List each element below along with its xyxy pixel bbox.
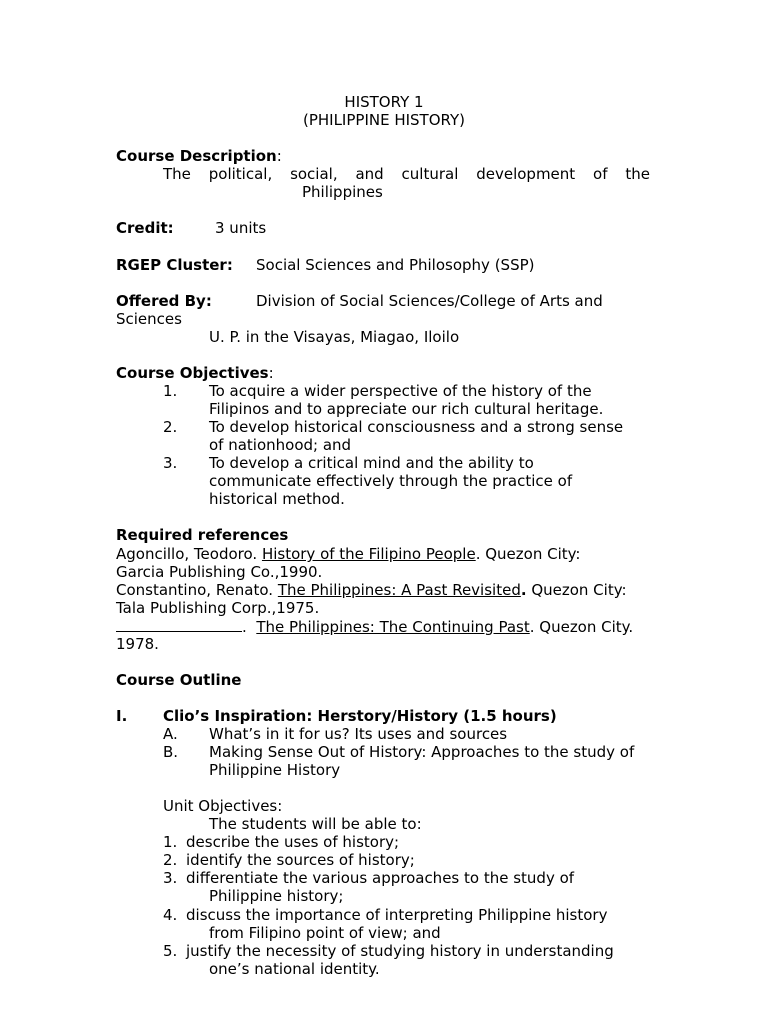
course-description-heading: [116, 147, 282, 165]
credit-value: 3 units: [215, 219, 267, 237]
page-title: HISTORY 1: [344, 93, 424, 111]
reference-publisher: . Quezon City.: [529, 618, 634, 636]
subitem-letter: A.: [163, 725, 178, 743]
unit-number: I.: [116, 707, 128, 725]
desc-word: of: [593, 165, 608, 183]
reference-entry: [116, 581, 627, 599]
objective-text: of nationhood; and: [209, 436, 352, 454]
unit-objective-text: justify the necessity of studying history in understanding: [186, 942, 614, 960]
unit-objective-number: 5.: [163, 942, 178, 960]
unit-objective-number: 2.: [163, 851, 178, 869]
reference-publisher: . Quezon City:: [475, 545, 581, 563]
objective-text: historical method.: [209, 490, 345, 508]
reference-entry: [116, 617, 633, 636]
offered-by-value-cont: Sciences: [116, 310, 182, 328]
subitem-text: Philippine History: [209, 761, 341, 779]
objective-text: To develop a critical mind and the ability to: [209, 454, 534, 472]
offered-by-label: Offered By:: [116, 292, 212, 310]
reference-separator: .: [242, 618, 257, 636]
unit-objective-number: 1.: [163, 833, 178, 851]
desc-word: cultural: [401, 165, 459, 183]
unit-title: Clio’s Inspiration: Herstory/History (1.5 hours): [163, 707, 557, 725]
unit-objective-number: 4.: [163, 906, 178, 924]
course-outline-heading: Course Outline: [116, 671, 242, 689]
unit-objective-text: Philippine history;: [209, 887, 344, 905]
unit-objective-number: 3.: [163, 869, 178, 887]
unit-objective-text: discuss the importance of interpreting Philippine history: [186, 906, 608, 924]
objective-text: To acquire a wider perspective of the history of the: [209, 382, 592, 400]
unit-objective-text: from Filipino point of view; and: [209, 924, 441, 942]
course-description-line2: Philippines: [302, 183, 383, 201]
reference-entry: [116, 545, 580, 563]
desc-word: the: [625, 165, 650, 183]
unit-objective-text: identify the sources of history;: [186, 851, 415, 869]
objective-text: To develop historical consciousness and a strong sense: [209, 418, 624, 436]
students-line: The students will be able to:: [209, 815, 422, 833]
reference-author: Constantino, Renato.: [116, 581, 278, 599]
objective-text: communicate effectively through the practice of: [209, 472, 573, 490]
page-subtitle: (PHILIPPINE HISTORY): [302, 111, 466, 129]
course-description-label: Course Description: [116, 147, 277, 165]
unit-objectives-label: Unit Objectives:: [163, 797, 283, 815]
author-blank-line: [116, 617, 242, 632]
desc-word: and: [355, 165, 384, 183]
subitem-text: Making Sense Out of History: Approaches to the study of: [209, 743, 635, 761]
reference-title: The Philippines: The Continuing Past: [256, 618, 530, 636]
rgep-value: Social Sciences and Philosophy (SSP): [256, 256, 535, 274]
reference-entry-cont: Garcia Publishing Co.,1990.: [116, 563, 323, 581]
reference-entry-cont: 1978.: [116, 635, 159, 653]
reference-title: The Philippines: A Past Revisited: [277, 581, 521, 599]
reference-author: Agoncillo, Teodoro.: [116, 545, 262, 563]
desc-word: political,: [208, 165, 273, 183]
course-objectives-colon: :: [268, 364, 274, 382]
credit-label: Credit:: [116, 219, 174, 237]
desc-word: The: [163, 165, 191, 183]
unit-objective-text: differentiate the various approaches to the study of: [186, 869, 575, 887]
reference-publisher: Quezon City:: [526, 581, 627, 599]
desc-word: social,: [290, 165, 338, 183]
course-objectives-heading: [116, 364, 274, 382]
course-objectives-label: Course Objectives: [116, 364, 269, 382]
reference-entry-cont: Tala Publishing Corp.,1975.: [116, 599, 320, 617]
offered-by-value: Division of Social Sciences/College of Arts and: [256, 292, 603, 310]
offered-by-campus: U. P. in the Visayas, Miagao, Iloilo: [209, 328, 460, 346]
objective-number: 3.: [163, 454, 178, 472]
unit-objective-text: describe the uses of history;: [186, 833, 400, 851]
subitem-text: What’s in it for us? Its uses and sources: [209, 725, 508, 743]
course-description-line1: [163, 165, 650, 183]
course-description-colon: :: [276, 147, 282, 165]
references-heading: Required references: [116, 526, 289, 544]
unit-objective-text: one’s national identity.: [209, 960, 380, 978]
subitem-letter: B.: [163, 743, 179, 761]
objective-number: 2.: [163, 418, 178, 436]
objective-number: 1.: [163, 382, 178, 400]
reference-title: History of the Filipino People: [261, 545, 476, 563]
reference-period: .: [520, 581, 527, 599]
rgep-label: RGEP Cluster:: [116, 256, 233, 274]
desc-word: development: [476, 165, 576, 183]
objective-text: Filipinos and to appreciate our rich cultural heritage.: [209, 400, 604, 418]
